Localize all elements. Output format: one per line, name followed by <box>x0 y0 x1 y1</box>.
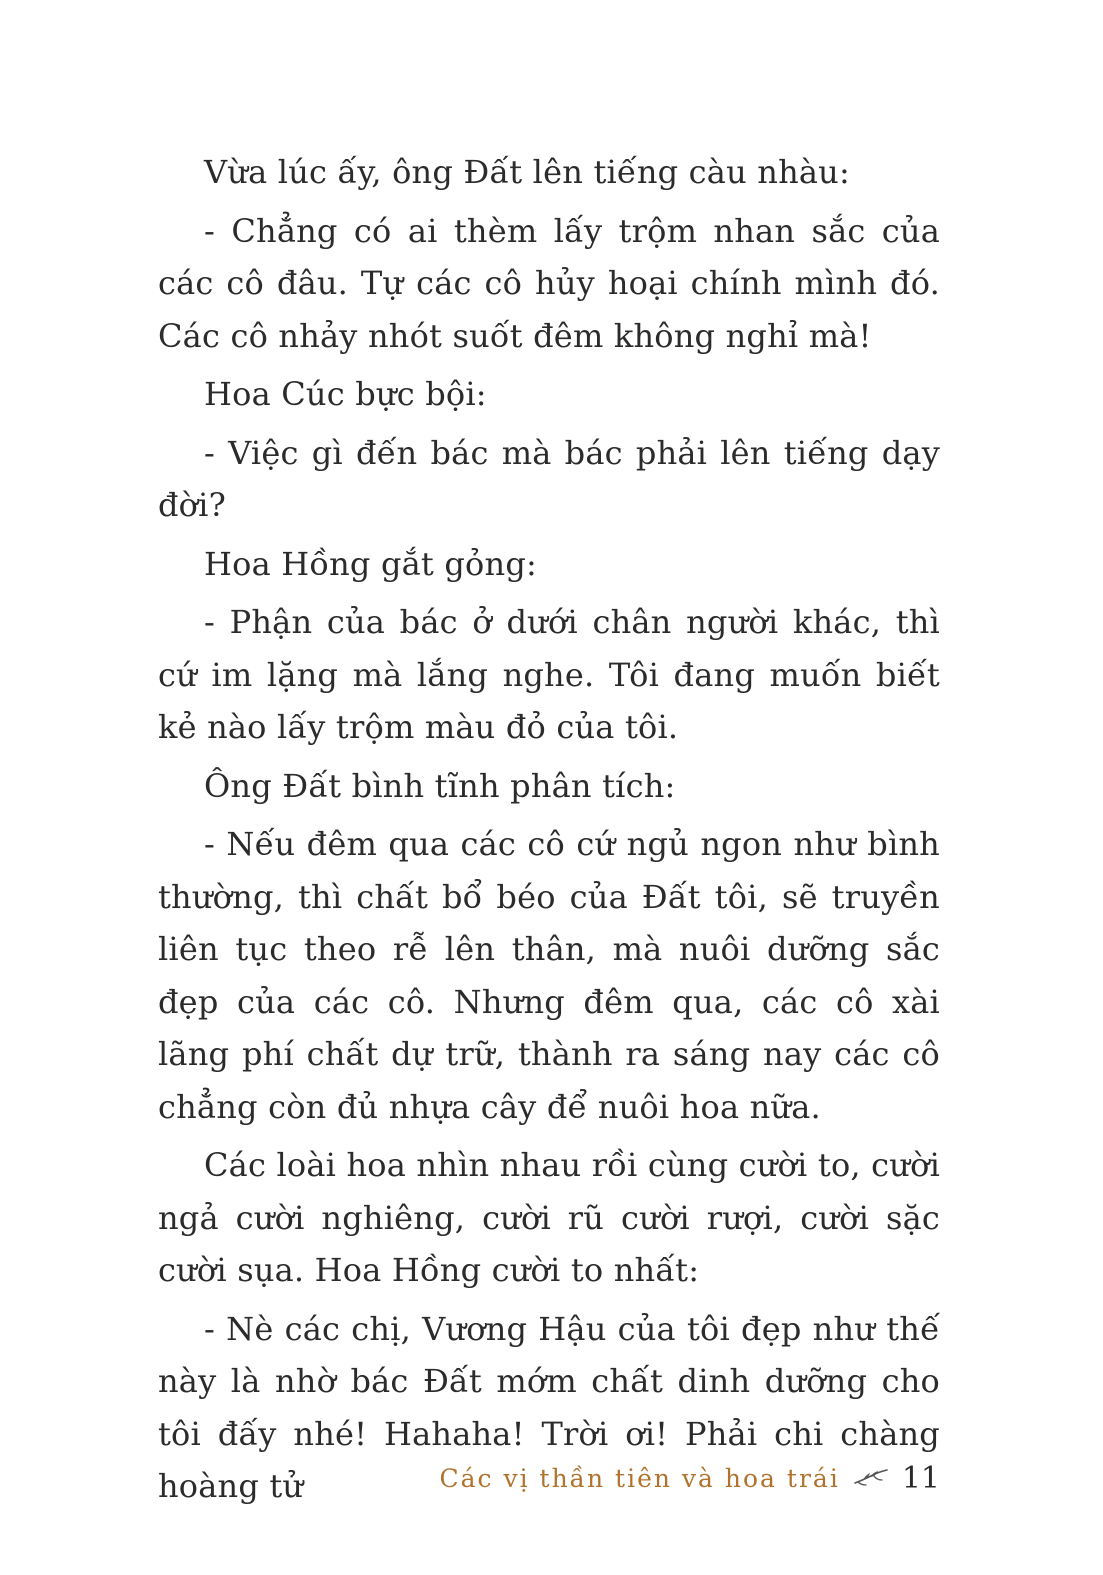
paragraph-10: - Nè các chị, Vương Hậu của tôi đẹp như thế này là nhờ bác Đất mớm chất dinh dưỡng cho tôi đấy nhé! Hahaha! Trời ơi! Phải chi chàng hoàng tử <box>158 1309 940 1505</box>
paragraph-6: - Phận của bác ở dưới chân người khác, thì cứ im lặng mà lắng nghe. Tôi đang muốn biết kẻ nào lấy trộm màu đỏ của tôi. <box>158 603 940 746</box>
page-body-text <box>158 146 940 1519</box>
paragraph-2: - Chẳng có ai thèm lấy trộm nhan sắc của các cô đâu. Tự các cô hủy hoại chính mình đó. Các cô nhảy nhót suốt đêm không nghỉ mà! <box>158 211 940 355</box>
running-footer-title: Các vị thần tiên và hoa trái <box>439 1463 840 1493</box>
paragraph-1: Vừa lúc ấy, ông Đất lên tiếng càu nhàu: <box>204 153 850 191</box>
paragraph-8: - Nếu đêm qua các cô cứ ngủ ngon như bình thường, thì chất bổ béo của Đất tôi, sẽ truyền liên tục theo rễ lên thân, mà nuôi dưỡng sắc đẹp của các cô. Nhưng đêm qua, các cô xài lãng phí chất dự trữ, thành ra sáng nay các cô chẳng còn đủ nhựa cây để nuôi hoa nữa. <box>158 825 940 1126</box>
paragraph-4: - Việc gì đến bác mà bác phải lên tiếng dạy đời? <box>158 433 940 524</box>
paragraph-3: Hoa Cúc bực bội: <box>204 375 487 413</box>
paragraph-7: Ông Đất bình tĩnh phân tích: <box>204 766 676 805</box>
paragraph-5: Hoa Hồng gắt gỏng: <box>204 544 537 583</box>
leaf-flourish-icon <box>854 1468 888 1488</box>
page-footer <box>158 1456 940 1500</box>
page-number: 11 <box>901 1460 940 1496</box>
paragraph-9: Các loài hoa nhìn nhau rồi cùng cười to, cười ngả cười nghiêng, cười rũ cười rượi, cười sặc cười sụa. Hoa Hồng cười to nhất: <box>158 1146 940 1289</box>
